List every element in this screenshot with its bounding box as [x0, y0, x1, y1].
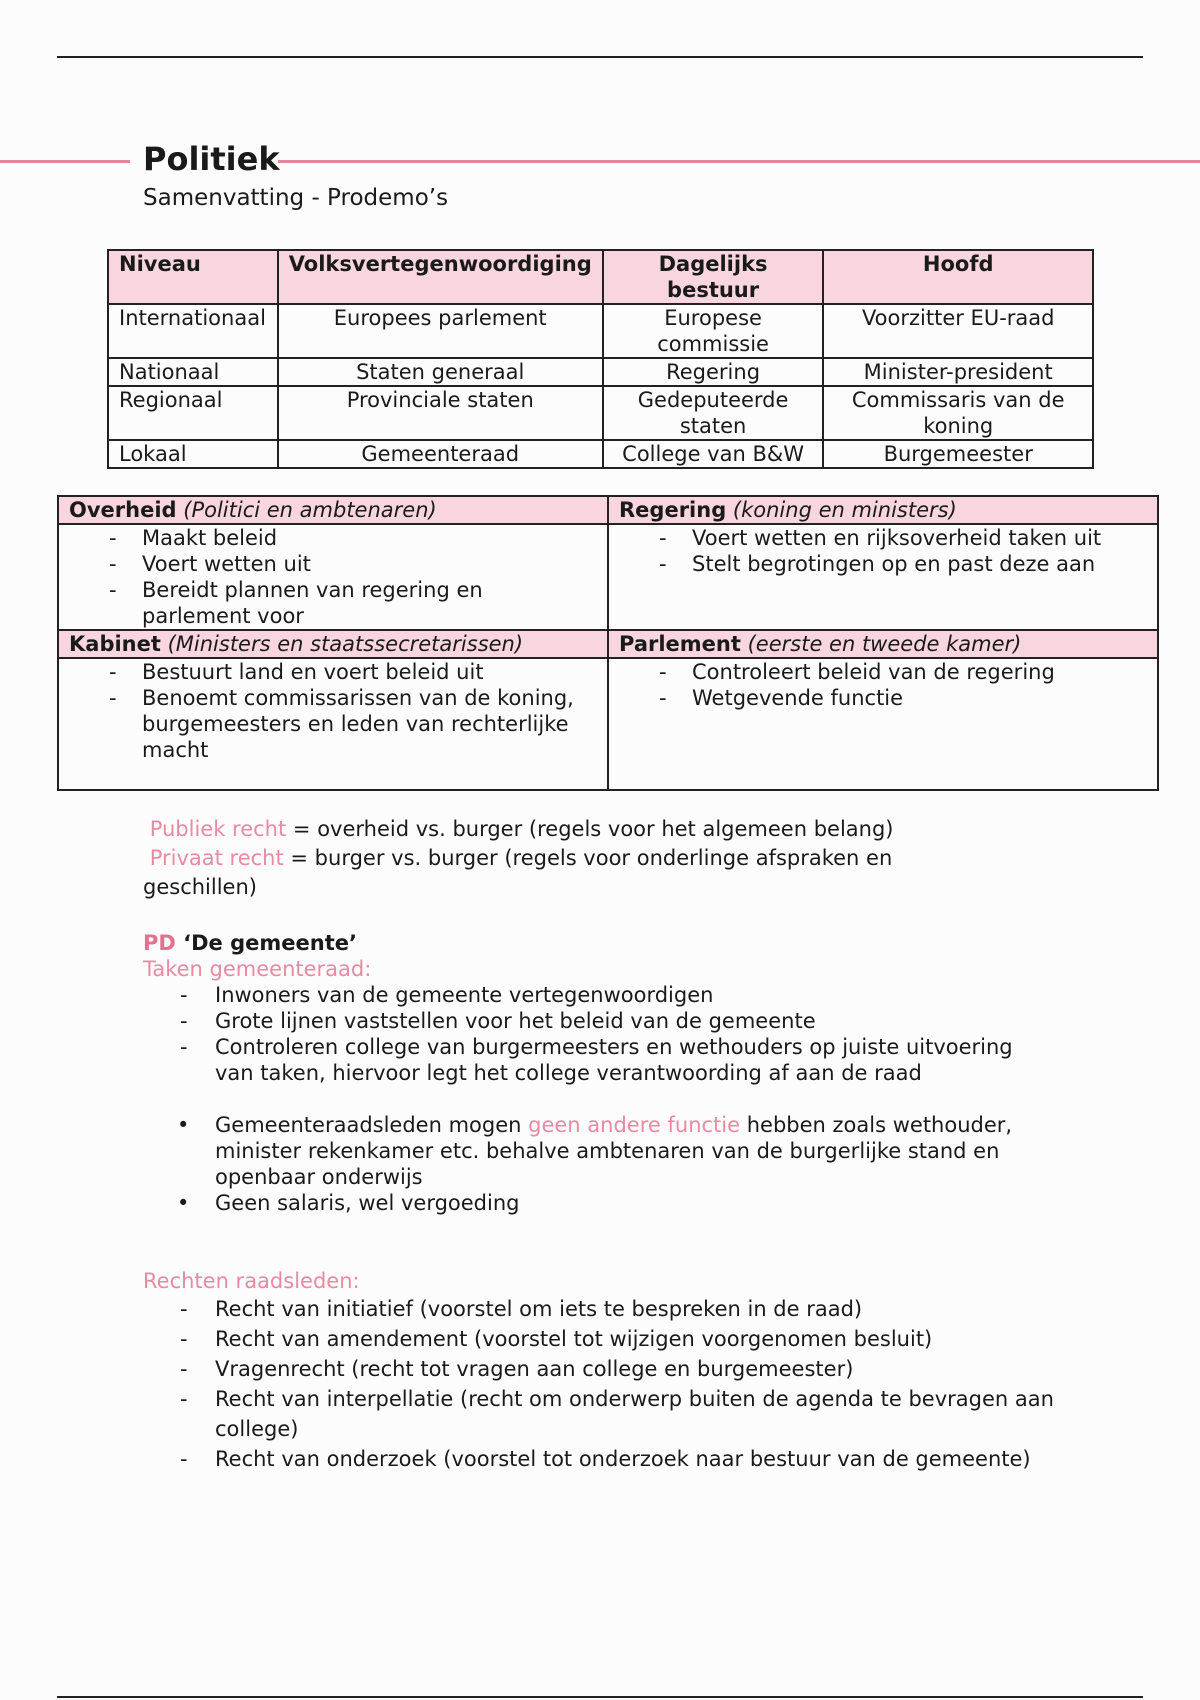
table-row [108, 386, 1093, 440]
table-cell: Regering [603, 358, 824, 386]
list-item: - Inwoners van de gemeente vertegenwoordigen [143, 982, 1043, 1008]
table-cell: Voorzitter EU-raad [823, 304, 1093, 358]
privaat-recht-definition-cont: geschillen) [143, 875, 257, 899]
list-item: - Bestuurt land en voert beleid uit [109, 659, 597, 685]
list-item: - Voert wetten uit [109, 551, 597, 577]
kabinet-subtitle: (Ministers en staatssecretarissen) [167, 632, 524, 656]
list-item: - Wetgevende functie [659, 685, 1147, 711]
table-row [58, 524, 1158, 630]
list-item: - Grote lijnen vaststellen voor het beleid van de gemeente [143, 1008, 1043, 1034]
column-header: Hoofd [823, 250, 1093, 304]
list-item: - Voert wetten en rijksoverheid taken uit [659, 525, 1147, 551]
regering-list [619, 525, 1147, 577]
list-item: - Bereidt plannen van regering en parlement voor [109, 577, 597, 629]
overheid-list [69, 525, 597, 629]
list-item: - Maakt beleid [109, 525, 597, 551]
parlement-list-cell [608, 658, 1158, 790]
table-cell: Regionaal [108, 386, 278, 440]
table-cell: Europees parlement [278, 304, 603, 358]
table-cell: Burgemeester [823, 440, 1093, 468]
table-cell: Minister-president [823, 358, 1093, 386]
table-row [108, 440, 1093, 468]
raadsleden-notes-list [143, 1112, 1043, 1216]
column-header: Niveau [108, 250, 278, 304]
pd-gemeente-section [143, 930, 1043, 1216]
table-cell: Commissaris van de koning [823, 386, 1093, 440]
table-cell: Provinciale staten [278, 386, 603, 440]
regering-title: Regering [619, 498, 727, 522]
list-item: - Stelt begrotingen op en past deze aan [659, 551, 1147, 577]
table-row [58, 658, 1158, 790]
column-header: Volksvertegenwoordiging [278, 250, 603, 304]
publiek-recht-term: Publiek recht [149, 817, 287, 841]
table-cell: Nationaal [108, 358, 278, 386]
recht-definitions [143, 815, 1003, 902]
rechten-raadsleden-section [143, 1268, 1063, 1474]
overheid-list-cell [58, 524, 608, 630]
column-header: Dagelijks bestuur [603, 250, 824, 304]
list-item: - Recht van amendement (voorstel tot wijzigen voorgenomen besluit) [143, 1324, 1063, 1354]
list-item: - Recht van onderzoek (voorstel tot onderzoek naar bestuur van de gemeente) [143, 1444, 1063, 1474]
note-highlight: geen andere functie [528, 1113, 741, 1137]
table-row [108, 358, 1093, 386]
regering-list-cell [608, 524, 1158, 630]
list-item: - Benoemt commissarissen van de koning, burgemeesters en leden van rechterlijke macht [109, 685, 597, 763]
privaat-recht-definition: = burger vs. burger (regels voor onderlinge afspraken en [290, 846, 893, 870]
pd-gemeente-title: ‘De gemeente’ [183, 931, 357, 955]
table-header-row [108, 250, 1093, 304]
levels-table [107, 249, 1094, 469]
table-cell: Staten generaal [278, 358, 603, 386]
list-item: - Controleert beleid van de regering [659, 659, 1147, 685]
table-header-row [58, 630, 1158, 658]
table-cell: Gedeputeerde staten [603, 386, 824, 440]
kabinet-title: Kabinet [69, 632, 161, 656]
title-rule-left [0, 160, 130, 163]
parlement-subtitle: (eerste en tweede kamer) [747, 632, 1022, 656]
pd-gemeente-heading [143, 930, 1043, 956]
list-item: • Geen salaris, wel vergoeding [143, 1190, 1043, 1216]
title-rule-right [278, 160, 1200, 163]
overheid-header [58, 496, 608, 524]
taken-list [143, 982, 1043, 1086]
pd-prefix: PD [143, 931, 176, 955]
page-subtitle: Samenvatting - Prodemo’s [143, 185, 449, 211]
parlement-title: Parlement [619, 632, 741, 656]
table-cell: Internationaal [108, 304, 278, 358]
page-title: Politiek [143, 140, 280, 178]
table-cell: Gemeenteraad [278, 440, 603, 468]
kabinet-list-cell [58, 658, 608, 790]
privaat-recht-term: Privaat recht [149, 846, 284, 870]
publiek-recht-definition: = overheid vs. burger (regels voor het algemeen belang) [292, 817, 894, 841]
list-item: - Vragenrecht (recht tot vragen aan college en burgemeester) [143, 1354, 1063, 1384]
table-header-row [58, 496, 1158, 524]
bottom-rule [57, 1696, 1143, 1698]
overheid-title: Overheid [69, 498, 177, 522]
list-item: - Controleren college van burgermeesters en wethouders op juiste uitvoering van taken, hiervoor legt het college verantwoording af aan de raad [143, 1034, 1043, 1086]
regering-header [608, 496, 1158, 524]
parlement-list [619, 659, 1147, 711]
table-cell: Lokaal [108, 440, 278, 468]
kabinet-list [69, 659, 597, 763]
taken-gemeenteraad-title: Taken gemeenteraad: [143, 957, 372, 981]
list-item [143, 1112, 1043, 1190]
list-item: - Recht van initiatief (voorstel om iets te bespreken in de raad) [143, 1294, 1063, 1324]
table-cell: Europese commissie [603, 304, 824, 358]
kabinet-header [58, 630, 608, 658]
table-row [108, 304, 1093, 358]
parlement-header [608, 630, 1158, 658]
rechten-raadsleden-title: Rechten raadsleden: [143, 1269, 360, 1293]
publiek-recht-line [143, 815, 1003, 844]
table-cell: College van B&W [603, 440, 824, 468]
rechten-list [143, 1294, 1063, 1474]
privaat-recht-line [143, 844, 1003, 873]
note-text: hebben zoals wethouder, minister rekenkamer etc. behalve ambtenaren van de burgerlijke stand en openbaar onderwijs [215, 1113, 1013, 1189]
top-rule [57, 56, 1143, 58]
list-item: - Recht van interpellatie (recht om onderwerp buiten de agenda te bevragen aan college) [143, 1384, 1063, 1444]
government-bodies-table [57, 495, 1159, 791]
overheid-subtitle: (Politici en ambtenaren) [183, 498, 437, 522]
note-text: Gemeenteraadsleden mogen [215, 1113, 522, 1137]
regering-subtitle: (koning en ministers) [732, 498, 957, 522]
